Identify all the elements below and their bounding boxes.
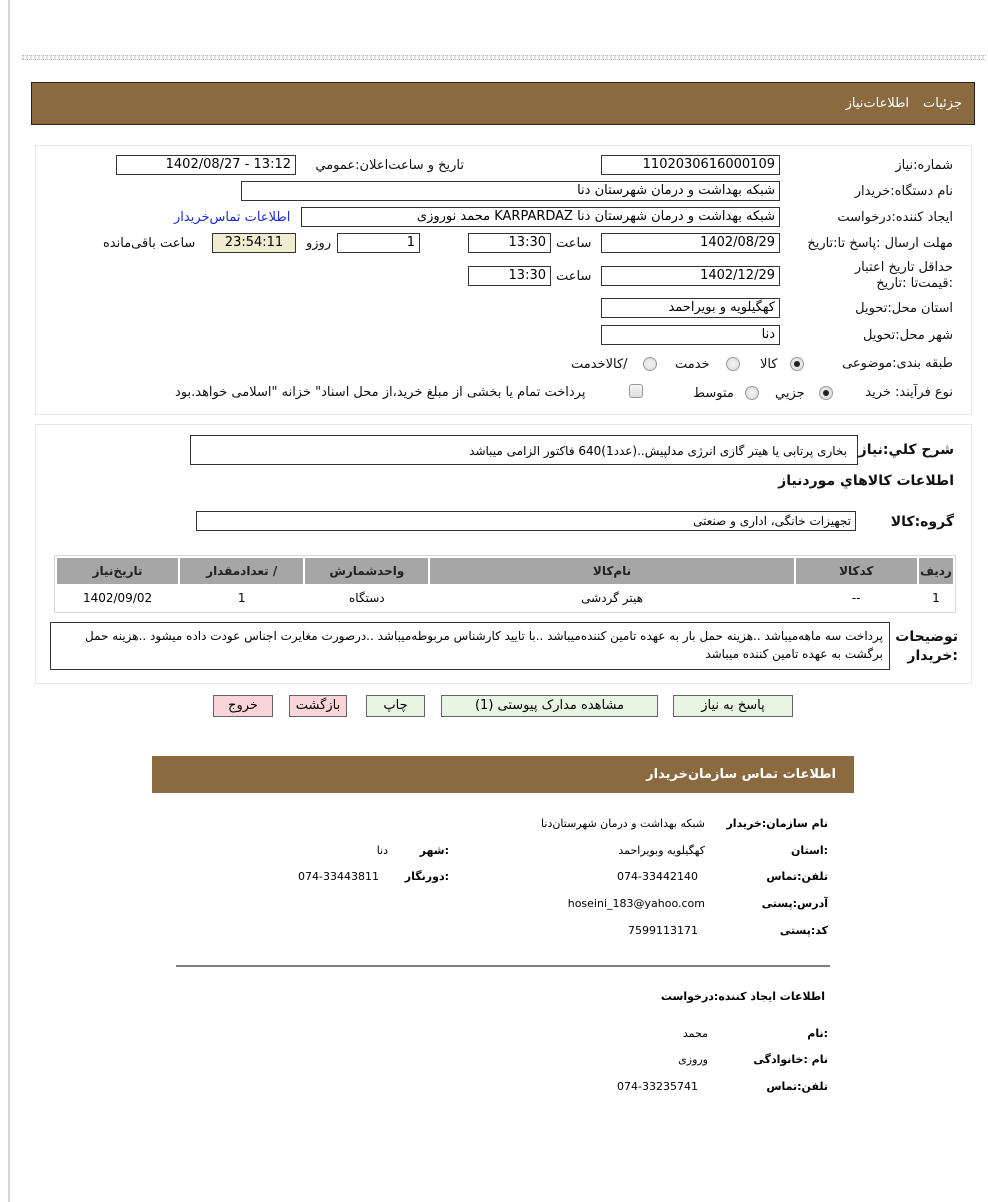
category-option-goods-service: /کالاخدمت [571, 357, 628, 372]
creator-first-name-value: محمد [682, 1027, 708, 1040]
process-option-medium: متوسط [693, 386, 734, 401]
buyer-contact-link[interactable]: اطلاعات تماس‌خریدار [174, 210, 291, 225]
category-radio-goods-service[interactable] [643, 357, 657, 371]
contact-fax-value: 074-33443811 [298, 870, 379, 883]
col-item-name: نام‌کالا [430, 558, 793, 584]
col-quantity: / تعدادمقدار [180, 558, 303, 584]
category-label: طبقه بندی:موضوعی [842, 356, 953, 371]
contact-org-value: شبکه بهداشت و درمان شهرستان‌دنا [541, 817, 705, 830]
left-border [8, 0, 10, 1202]
contact-city-value: دنا [376, 844, 388, 857]
buyer-notes-label-line1: توضیحات [895, 629, 958, 645]
page-header [31, 82, 975, 125]
announce-date-field: 1402/08/27 - 13:12 [116, 155, 296, 175]
announce-label: تاریخ و ساعت‌اعلان:عمومي [315, 158, 464, 173]
creator-last-name-label: نام :خانوادگی [753, 1053, 828, 1066]
buyer-org-field: شبکه بهداشت و درمان شهرستان دنا [241, 181, 780, 201]
process-radio-medium[interactable] [745, 386, 759, 400]
contact-province-value: کهگیلویه وبویراحمد [618, 844, 705, 857]
tab-need-info: اطلاعات‌نیاز [845, 96, 910, 111]
buyer-notes-field: پرداخت سه ماهه‌میباشد ..هزینه حمل بار به عهده تامین کننده‌میباشد ..با تایید کارشناس مربوطه‌میباشد ..درصورت مغایرت اجناس عودت داده میشود ..هزینه حمل برگشت به عهده تامین کننده میباشد [50, 622, 890, 670]
contact-address-label: آدرس:پستی [761, 897, 828, 910]
section-divider [176, 965, 830, 967]
exit-button[interactable]: خروج [213, 695, 273, 717]
category-option-goods: کالا [760, 357, 778, 372]
days-label: روزو [306, 236, 332, 251]
print-button[interactable]: چاپ [366, 695, 425, 717]
top-divider [22, 55, 986, 60]
deadline-label: مهلت ارسال :پاسخ تا:تاریخ [807, 236, 953, 251]
province-label: استان محل:تحویل [855, 301, 953, 316]
city-field: دنا [601, 325, 780, 345]
creator-phone-value: 074-33235741 [617, 1080, 698, 1093]
contact-city-label: :شهر [419, 844, 449, 857]
goods-info-title: اطلاعات کالاهاي موردنیاز [778, 473, 954, 489]
creator-last-name-value: وروزی [678, 1053, 708, 1066]
remaining-time-label: ساعت باقی‌مانده [103, 236, 196, 251]
category-radio-service[interactable] [726, 357, 740, 371]
reply-button[interactable]: پاسخ به نیاز [673, 695, 793, 717]
process-label: نوع فرآیند: خرید [865, 385, 953, 400]
contact-province-label: :استان [791, 844, 828, 857]
validity-time-label: ساعت [556, 269, 592, 284]
cell-unit: دستگاه [305, 586, 428, 610]
contact-phone-label: تلفن:تماس [766, 870, 828, 883]
contact-postal-value: 7599113171 [628, 924, 698, 937]
cell-quantity: 1 [180, 586, 303, 610]
province-field: کهگیلویه و بویراحمد [601, 298, 780, 318]
col-unit: واحدشمارش [305, 558, 428, 584]
creator-label: ایجاد کننده:درخواست [837, 210, 953, 225]
description-field: بخاری پرتابی یا هیتر گازی انرژی مدلپیش..(عدد1)640 فاکتور الزامی میباشد [190, 435, 858, 465]
contact-org-label: نام سازمان:خریدار [726, 817, 828, 830]
col-item-code: کدکالا [796, 558, 917, 584]
days-remaining-field: 1 [337, 233, 420, 253]
validity-time-field: 13:30 [468, 266, 551, 286]
contact-phone-value: 074-33442140 [617, 870, 698, 883]
back-button[interactable]: بازگشت [289, 695, 347, 717]
validity-date-field: 1402/12/29 [601, 266, 780, 286]
process-option-minor: جزيي [775, 386, 805, 401]
buyer-notes-label [895, 628, 958, 666]
cell-row-number: 1 [919, 586, 953, 610]
city-label: شهر محل:تحویل [863, 328, 953, 343]
table-header-row [57, 558, 953, 584]
cell-item-name: هیتر گردشی [430, 586, 793, 610]
cell-need-date: 1402/09/02 [57, 586, 178, 610]
buyer-contact-section-header: اطلاعات تماس سازمان‌خریدار [152, 756, 854, 793]
tab-details: جزئیات [923, 96, 962, 111]
col-need-date: تاریخ‌نیاز [57, 558, 178, 584]
creator-field: شبکه بهداشت و درمان شهرستان دنا KARPARDAZ محمد نوروزی [301, 207, 780, 227]
items-table [54, 555, 956, 613]
deadline-time-label: ساعت [556, 236, 592, 251]
remaining-time-field: 23:54:11 [212, 233, 296, 253]
creator-first-name-label: :نام [807, 1027, 828, 1040]
contact-fax-label: :دورنگار [404, 870, 449, 883]
creator-phone-label: تلفن:تماس [766, 1080, 828, 1093]
treasury-checkbox-label: پرداخت تمام یا بخشی از مبلغ خرید،از محل اسناد" خزانه "اسلامی خواهد.بود [175, 385, 586, 400]
description-label: شرح کلي:نیاز [858, 442, 954, 458]
table-row [57, 586, 953, 610]
contact-address-value: hoseini_183@yahoo.com [567, 897, 705, 910]
need-number-field: 1102030616000109 [601, 155, 780, 175]
process-radio-minor[interactable] [819, 386, 833, 400]
category-radio-goods[interactable] [790, 357, 804, 371]
attachments-button[interactable]: مشاهده مدارک پیوستی (1) [441, 695, 658, 717]
goods-group-label: گروه:کالا [890, 514, 954, 530]
deadline-date-field: 1402/08/29 [601, 233, 780, 253]
contact-postal-label: کد:پستی [779, 924, 828, 937]
validity-label [823, 260, 953, 292]
need-number-label: شماره‌:نیاز [895, 158, 953, 173]
deadline-time-field: 13:30 [468, 233, 551, 253]
buyer-notes-label-line2: :خریدار [907, 648, 958, 664]
validity-label-text: حداقل تاریخ اعتبار :قیمت‌تا :تاریخ [854, 260, 953, 291]
buyer-org-label: نام دستگاه:خریدار [854, 184, 953, 199]
cell-item-code: -- [796, 586, 917, 610]
treasury-checkbox[interactable] [629, 384, 643, 398]
col-row-number: ردیف [919, 558, 953, 584]
goods-group-field: تجهیزات خانگی، اداری و صنعتی [196, 511, 856, 531]
creator-info-title: اطلاعات ایجاد کننده:درخواست [660, 990, 825, 1003]
category-option-service: خدمت [675, 357, 710, 372]
